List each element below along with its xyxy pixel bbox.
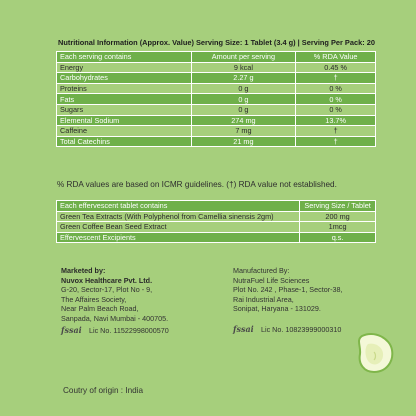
manufacturer-license: Lic No. 10823999000310 — [261, 324, 342, 334]
manufacturer-license-row — [233, 325, 342, 335]
marketer-company: Nuvox Healthcare Pvt. Ltd. — [61, 275, 153, 285]
header-serving: Serving Size / Tablet — [300, 201, 376, 212]
nutrient-rda: 0 % — [296, 94, 376, 105]
nutrient-rda: 13.7% — [296, 115, 376, 126]
nutrient-name: Elemental Sodium — [57, 115, 192, 126]
header-nutrient: Each serving contains — [57, 52, 192, 63]
nutrient-rda: 0 % — [296, 104, 376, 115]
nutrient-amount: 0 g — [191, 83, 296, 94]
table-row — [57, 94, 376, 105]
table-row — [57, 73, 376, 84]
manufacturer-address-line: Sonipat, Haryana - 131029. — [233, 304, 321, 314]
country-of-origin: Coutry of origin : India — [63, 386, 144, 395]
marketer-heading: Marketed by: — [61, 266, 106, 275]
nutrient-name: Carbohydrates — [57, 73, 192, 84]
manufacturer-block — [233, 266, 342, 335]
nutrient-amount: 0 g — [191, 104, 296, 115]
nutrient-name: Fats — [57, 94, 192, 105]
marketer-license-row — [61, 326, 169, 336]
nutrient-amount: 9 kcal — [191, 62, 296, 73]
nutrient-amount: 274 mg — [191, 115, 296, 126]
nutrition-table — [56, 51, 376, 147]
ingredient-name: Green Tea Extracts (With Polyphenol from Camellia sinensis 2gm) — [57, 211, 300, 222]
nutrient-amount: 0 g — [191, 94, 296, 105]
effervescent-table — [56, 200, 376, 243]
table-row — [57, 211, 376, 222]
marketer-license: Lic No. 11522998000570 — [89, 325, 169, 335]
nutrient-name: Proteins — [57, 83, 192, 94]
ingredient-name: Effervescent Excipients — [57, 232, 300, 243]
header-amount: Amount per serving — [191, 52, 296, 63]
manufacturer-address-line: Rai Industrial Area, — [233, 294, 294, 304]
nutrient-rda: † — [296, 73, 376, 84]
table-row — [57, 136, 376, 147]
nutrient-rda: † — [296, 136, 376, 147]
fssai-logo: fssai — [233, 323, 254, 334]
marketer-address-line: G-20, Sector-17, Plot No - 9, — [61, 285, 153, 295]
nutrient-rda: † — [296, 126, 376, 137]
header-rda: % RDA Value — [296, 52, 376, 63]
nutrition-header-row — [57, 52, 376, 63]
nutrient-amount: 2.27 g — [191, 73, 296, 84]
marketer-address-line: The Affaires Society, — [61, 294, 127, 304]
table-row — [57, 232, 376, 243]
ingredient-name: Green Coffee Bean Seed Extract — [57, 222, 300, 233]
nutrient-rda: 0 % — [296, 83, 376, 94]
table-row — [57, 222, 376, 233]
nutrient-name: Caffeine — [57, 126, 192, 137]
ingredient-value: 1mcg — [300, 222, 376, 233]
marketer-address-line: Near Palm Beach Road, — [61, 304, 139, 314]
effervescent-header-row — [57, 201, 376, 212]
nutrient-amount: 7 mg — [191, 126, 296, 137]
table-row — [57, 104, 376, 115]
nutrient-amount: 21 mg — [191, 136, 296, 147]
table-row — [57, 126, 376, 137]
nutrition-title: Nutritional Information (Approx. Value) Serving Size: 1 Tablet (3.4 g) | Serving Per Pack: 20 — [58, 38, 375, 47]
fssai-logo: fssai — [61, 324, 82, 335]
manufacturer-address-line: Plot No. 242 , Phase-1, Sector-38, — [233, 285, 343, 295]
nutrient-name: Energy — [57, 62, 192, 73]
header-contents: Each effervescent tablet contains — [57, 201, 300, 212]
nutrient-rda: 0.45 % — [296, 62, 376, 73]
table-row — [57, 62, 376, 73]
manufacturer-address-line: NutraFuel Life Sciences — [233, 275, 310, 285]
manufacturer-heading: Manufactured By: — [233, 266, 290, 275]
apple-slice-icon — [352, 330, 396, 374]
nutrient-name: Total Catechins — [57, 136, 192, 147]
table-row — [57, 83, 376, 94]
nutrient-name: Sugars — [57, 104, 192, 115]
marketer-address-line: Sanpada, Navi Mumbai - 400705. — [61, 313, 169, 323]
ingredient-value: q.s. — [300, 232, 376, 243]
marketer-block — [61, 266, 169, 335]
table-row — [57, 115, 376, 126]
ingredient-value: 200 mg — [300, 211, 376, 222]
rda-note: % RDA values are based on ICMR guidelines. (†) RDA value not established. — [57, 180, 337, 189]
